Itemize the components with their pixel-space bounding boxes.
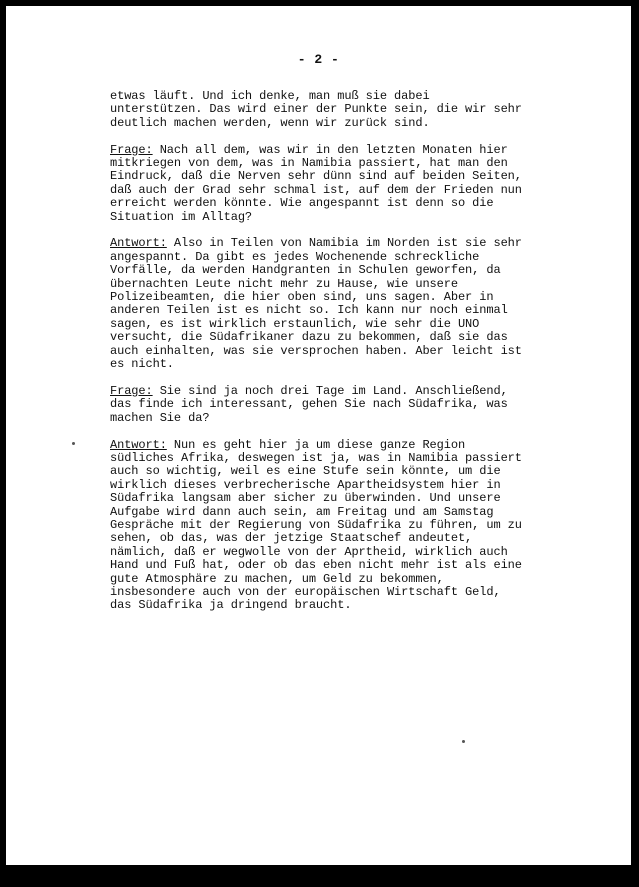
question-label: Frage: <box>110 142 153 157</box>
paragraph-4 <box>110 385 580 425</box>
text-line: Antwort: Also in Teilen von Namibia im Norden ist sie sehr <box>110 236 522 251</box>
answer-label: Antwort: <box>110 236 167 251</box>
text-line: nämlich, daß er wegwolle von der Aprtheid, wirklich auch <box>110 544 508 559</box>
text-line: angespannt. Da gibt es jedes Wochenende schreckliche <box>110 249 480 264</box>
text-line: das finde ich interessant, gehen Sie nach Südafrika, was <box>110 397 508 412</box>
scan-speck <box>462 740 465 743</box>
page-number: - 2 - <box>297 52 340 67</box>
text-line: es nicht. <box>110 357 174 372</box>
text-line: auch so wichtig, weil es eine Stufe sein könnte, um die <box>110 464 501 479</box>
text-line: übernachten Leute nicht mehr zu Hause, wie unsere <box>110 276 458 291</box>
text-line: Frage: Sie sind ja noch drei Tage im Land. Anschließend, <box>110 383 508 398</box>
text-line: anderen Teilen ist es nicht so. Ich kann nur noch einmal <box>110 303 508 318</box>
text-line: Vorfälle, da werden Handgranten in Schulen geworfen, da <box>110 263 501 278</box>
text-line: versucht, die Südafrikaner dazu zu bekommen, daß sie das <box>110 330 508 345</box>
text-line: südliches Afrika, deswegen ist ja, was in Namibia passiert <box>110 450 522 465</box>
text-line: unterstützen. Das wird einer der Punkte sein, die wir sehr <box>110 102 522 117</box>
text-line: wirklich dieses verbrecherische Apartheidsystem hier in <box>110 477 501 492</box>
text-line: erreicht werden könnte. Wie angespannt ist denn so die <box>110 196 494 211</box>
scan-speck <box>72 442 75 445</box>
interview-text <box>110 90 580 626</box>
text-line: sagen, es ist wirklich erstaunlich, wie sehr die UNO <box>110 316 480 331</box>
text-line: machen Sie da? <box>110 410 210 425</box>
text-line: das Südafrika ja dringend braucht. <box>110 598 352 613</box>
question-label: Frage: <box>110 383 153 398</box>
text-line: Eindruck, daß die Nerven sehr dünn sind auf beiden Seiten, <box>110 169 522 184</box>
text-line: Antwort: Nun es geht hier ja um diese ganze Region <box>110 437 466 452</box>
paragraph-5 <box>110 439 580 613</box>
text-line: sehen, ob das, was der jetzige Staatschef andeutet, <box>110 531 473 546</box>
text-line: etwas läuft. Und ich denke, man muß sie dabei <box>110 89 430 103</box>
text-line: Polizeibeamten, die hier oben sind, uns sagen. Aber in <box>110 290 494 305</box>
text-line: Hand und Fuß hat, oder ob das eben nicht mehr ist als eine <box>110 558 522 573</box>
text-line: gute Atmosphäre zu machen, um Geld zu bekommen, <box>110 571 444 586</box>
text-line: daß auch der Grad sehr schmal ist, auf dem der Frieden nun <box>110 182 522 197</box>
text-line: Frage: Nach all dem, was wir in den letzten Monaten hier <box>110 142 508 157</box>
paragraph-3 <box>110 237 580 371</box>
text-line: Aufgabe wird dann auch sein, am Freitag und am Samstag <box>110 504 494 519</box>
text-line: Südafrika langsam aber sicher zu überwinden. Und unsere <box>110 491 501 506</box>
text-line: mitkriegen von dem, was in Namibia passiert, hat man den <box>110 156 508 171</box>
document-page <box>6 6 631 865</box>
paragraph-1 <box>110 90 580 130</box>
text-line: deutlich machen werden, wenn wir zurück sind. <box>110 115 430 130</box>
text-line: auch einhalten, was sie versprochen haben. Aber leicht ist <box>110 343 522 358</box>
text-line: Gespräche mit der Regierung von Südafrika zu führen, um zu <box>110 517 522 532</box>
text-line: Situation im Alltag? <box>110 209 253 224</box>
answer-label: Antwort: <box>110 437 167 452</box>
text-line: insbesondere auch von der europäischen Wirtschaft Geld, <box>110 584 501 599</box>
paragraph-2 <box>110 144 580 224</box>
